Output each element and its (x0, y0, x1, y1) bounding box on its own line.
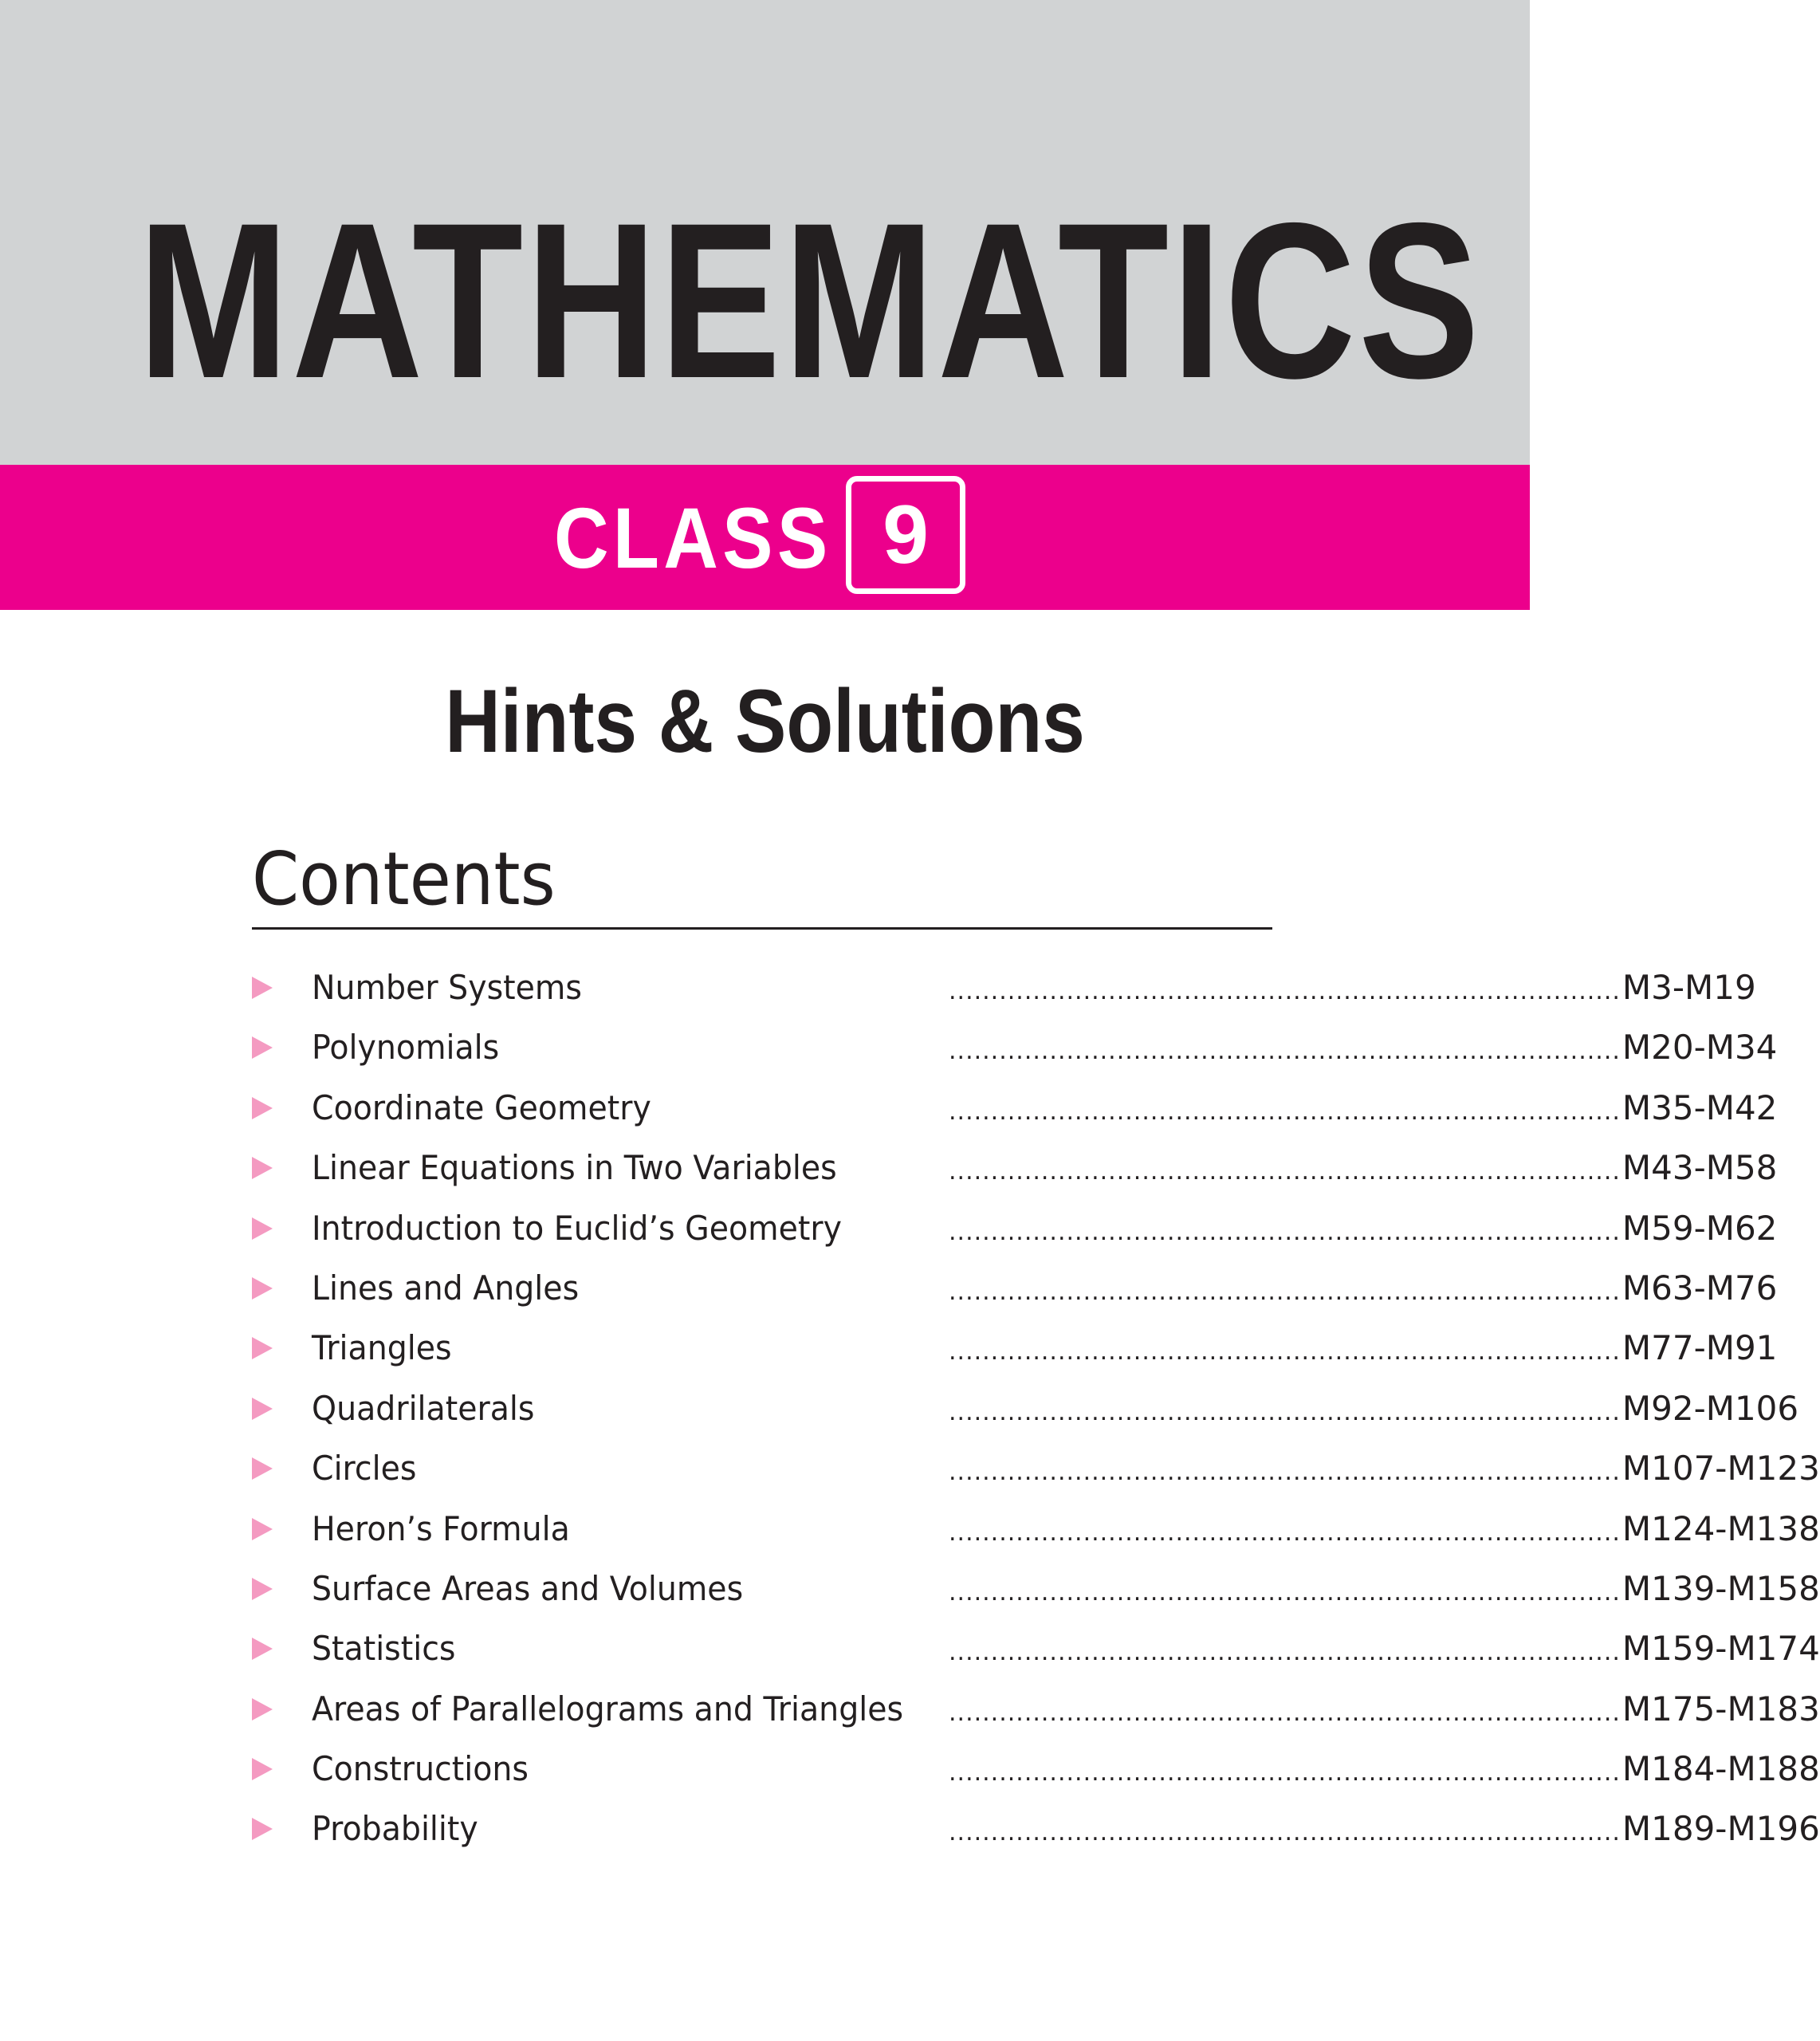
triangle-bullet-icon (252, 1157, 273, 1179)
contents-item[interactable] (0, 1382, 1799, 1441)
contents-item-title: Circles (312, 1449, 417, 1488)
contents-item-pages: M175-M183 (1621, 1689, 1820, 1728)
contents-item-title: Constructions (312, 1749, 529, 1789)
dot-leader: ................................................................................ (949, 1759, 1621, 1787)
contents-item[interactable] (0, 1622, 1820, 1681)
dot-leader: ................................................................................ (949, 1217, 1621, 1246)
contents-item-title: Surface Areas and Volumes (312, 1568, 744, 1608)
contents-item-leader (949, 1141, 1778, 1195)
contents-item[interactable] (0, 1682, 1820, 1742)
contents-item-pages: M189-M196 (1621, 1809, 1820, 1849)
contents-item-leader (949, 1020, 1778, 1075)
contents-item-title: Quadrilaterals (312, 1388, 535, 1428)
contents-item-leader (949, 1802, 1820, 1856)
contents-item[interactable] (0, 1261, 1778, 1321)
contents-item-pages: M35-M42 (1621, 1087, 1778, 1127)
contents-item[interactable] (0, 1321, 1778, 1381)
dot-leader: ................................................................................ (949, 1819, 1621, 1847)
contents-item-title: Lines and Angles (312, 1268, 580, 1308)
contents-item-title: Polynomials (312, 1028, 500, 1068)
contents-item-title: Introduction to Euclid’s Geometry (312, 1208, 843, 1248)
dot-leader: ................................................................................ (949, 1037, 1621, 1066)
contents-item[interactable] (0, 961, 1756, 1020)
dot-leader: ................................................................................ (949, 1578, 1621, 1606)
contents-item-leader (949, 1321, 1778, 1375)
contents-item-leader (949, 1081, 1778, 1135)
contents-item-title: Number Systems (312, 968, 582, 1007)
dot-leader: ................................................................................ (949, 1698, 1621, 1727)
triangle-bullet-icon (252, 1036, 273, 1059)
contents-item-title: Probability (312, 1809, 478, 1849)
contents-item-leader (949, 1261, 1778, 1315)
contents-item[interactable] (0, 1081, 1778, 1141)
contents-item-leader (949, 1441, 1820, 1496)
triangle-bullet-icon (252, 1818, 273, 1840)
dot-leader: ................................................................................ (949, 1458, 1621, 1487)
contents-item-pages: M159-M174 (1621, 1629, 1820, 1669)
triangle-bullet-icon (252, 1277, 273, 1300)
dot-leader: ................................................................................ (949, 1338, 1621, 1367)
triangle-bullet-icon (252, 1337, 273, 1359)
contents-item-pages: M124-M138 (1621, 1508, 1820, 1548)
contents-item-leader (949, 1502, 1820, 1556)
contents-item-pages: M59-M62 (1621, 1208, 1778, 1248)
contents-item-leader (949, 961, 1756, 1015)
triangle-bullet-icon (252, 1518, 273, 1540)
contents-heading: Contents (252, 836, 556, 922)
contents-item-pages: M43-M58 (1621, 1148, 1778, 1188)
contents-item-pages: M107-M123 (1621, 1449, 1820, 1488)
contents-item-leader (949, 1682, 1820, 1736)
contents-item-title: Areas of Parallelograms and Triangles (312, 1689, 904, 1728)
contents-item-pages: M139-M158 (1621, 1568, 1820, 1608)
contents-item-title: Coordinate Geometry (312, 1087, 651, 1127)
contents-item-leader (949, 1201, 1778, 1256)
contents-divider (252, 927, 1272, 930)
page-title: MATHEMATICS (137, 176, 1483, 424)
contents-item[interactable] (0, 1441, 1820, 1501)
contents-item-pages: M63-M76 (1621, 1268, 1778, 1308)
dot-leader: ................................................................................ (949, 1097, 1621, 1126)
triangle-bullet-icon (252, 1698, 273, 1720)
page-subtitle: Hints & Solutions (445, 671, 1085, 771)
triangle-bullet-icon (252, 1758, 273, 1780)
class-label: CLASS (554, 490, 832, 586)
dot-leader: ................................................................................ (949, 1158, 1621, 1186)
contents-item-title: Linear Equations in Two Variables (312, 1148, 837, 1188)
contents-list (0, 961, 1820, 1862)
triangle-bullet-icon (252, 977, 273, 999)
dot-leader: ................................................................................ (949, 977, 1621, 1005)
triangle-bullet-icon (252, 1097, 273, 1119)
contents-item-title: Triangles (312, 1328, 452, 1368)
contents-item-pages: M92-M106 (1621, 1388, 1799, 1428)
dot-leader: ................................................................................ (949, 1518, 1621, 1547)
contents-item-title: Statistics (312, 1629, 456, 1669)
contents-item-pages: M3-M19 (1621, 968, 1756, 1007)
contents-item-leader (949, 1622, 1820, 1676)
dot-leader: ................................................................................ (949, 1277, 1621, 1306)
triangle-bullet-icon (252, 1457, 273, 1480)
triangle-bullet-icon (252, 1578, 273, 1600)
contents-item-pages: M184-M188 (1621, 1749, 1820, 1789)
triangle-bullet-icon (252, 1638, 273, 1660)
triangle-bullet-icon (252, 1398, 273, 1420)
contents-item-leader (949, 1562, 1820, 1616)
class-number-badge: 9 (846, 476, 965, 594)
contents-item[interactable] (0, 1141, 1778, 1201)
contents-item[interactable] (0, 1562, 1820, 1622)
contents-item[interactable] (0, 1201, 1778, 1261)
dot-leader: ................................................................................ (949, 1638, 1621, 1667)
triangle-bullet-icon (252, 1217, 273, 1240)
contents-item-pages: M20-M34 (1621, 1028, 1778, 1068)
contents-item[interactable] (0, 1742, 1820, 1802)
contents-item[interactable] (0, 1502, 1820, 1562)
dot-leader: ................................................................................ (949, 1398, 1621, 1426)
contents-item-pages: M77-M91 (1621, 1328, 1778, 1368)
contents-item-leader (949, 1382, 1799, 1436)
contents-item-title: Heron’s Formula (312, 1508, 570, 1548)
contents-item[interactable] (0, 1802, 1820, 1862)
contents-item-leader (949, 1742, 1820, 1796)
contents-item[interactable] (0, 1020, 1778, 1080)
